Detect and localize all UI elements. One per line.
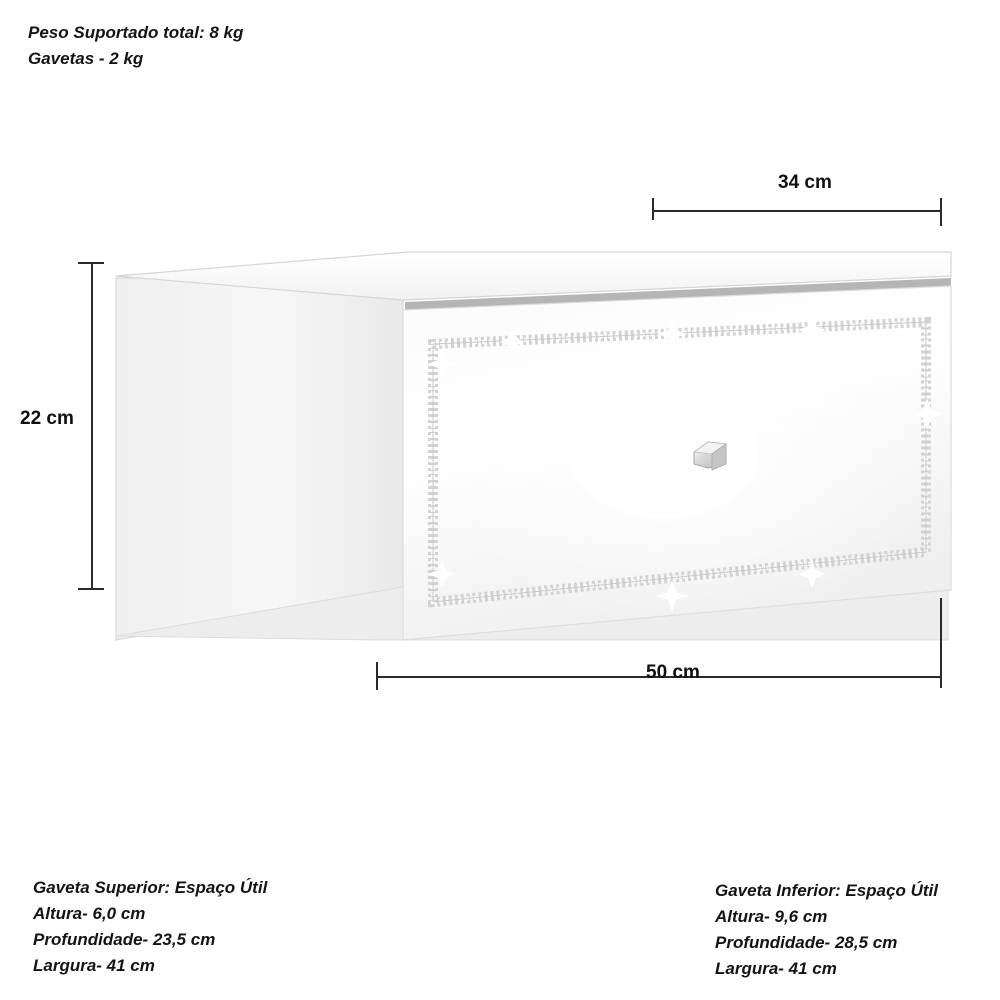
- width-label: 50 cm: [646, 662, 700, 683]
- height-label: 22 cm: [20, 408, 74, 429]
- lower-drawer-height: Altura- 9,6 cm: [715, 907, 828, 926]
- width-tick-right: [940, 598, 942, 688]
- upper-drawer-title: Gaveta Superior: Espaço Útil: [33, 878, 268, 897]
- lower-drawer-width: Largura- 41 cm: [715, 959, 837, 978]
- product-illustration: [108, 240, 958, 660]
- upper-drawer-depth: Profundidade- 23,5 cm: [33, 930, 216, 949]
- depth-label: 34 cm: [778, 172, 832, 193]
- drawers-weight-label: Gavetas - 2 kg: [28, 49, 144, 68]
- upper-drawer-height: Altura- 6,0 cm: [33, 904, 146, 923]
- furniture-svg: [108, 240, 958, 660]
- depth-line: [652, 210, 942, 212]
- lower-drawer-spec-block: [715, 878, 938, 982]
- height-line: [91, 262, 93, 588]
- depth-tick-left: [652, 198, 654, 220]
- upper-drawer-width: Largura- 41 cm: [33, 956, 155, 975]
- height-tick-bottom: [78, 588, 104, 590]
- upper-drawer-spec-block: [33, 875, 267, 979]
- total-weight-label: Peso Suportado total: 8 kg: [28, 23, 244, 42]
- lower-drawer-depth: Profundidade- 28,5 cm: [715, 933, 898, 952]
- depth-tick-right: [940, 198, 942, 226]
- weight-spec-block: [28, 20, 243, 72]
- left-side-panel: [116, 278, 403, 640]
- lower-drawer-title: Gaveta Inferior: Espaço Útil: [715, 881, 938, 900]
